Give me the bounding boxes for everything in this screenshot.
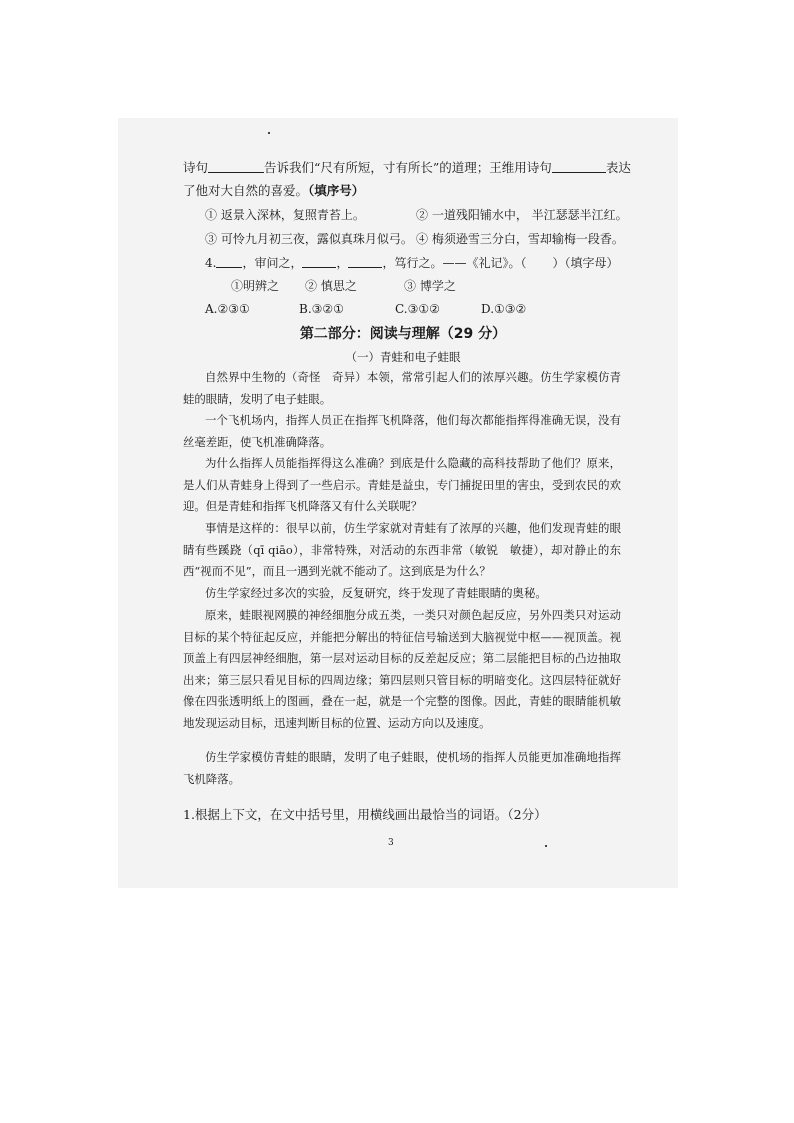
answer-blank[interactable] (208, 160, 264, 173)
passage-paragraph: 为什么指挥人员能指挥得这么准确？到底是什么隐藏的高科技帮助了他们？原来，是人们从青蛙身上得到了一些启示。青蛙是益虫，专门捕捉田里的害虫，受到农民的欢迎。但是青蛙和指挥飞机降落又有什么关联呢？ (183, 456, 621, 513)
poem-option: ④ 梅须逊雪三分白，雪却输梅一段香。 (416, 232, 624, 246)
answer-blank[interactable] (552, 160, 606, 173)
passage-paragraph: 自然界中生物的（奇怪 奇异）本领，常常引起人们的浓厚兴趣。仿生学家模仿青蛙的眼睛，发明了电子蛙眼。 (183, 370, 621, 406)
question-3-line-2: 了他对大自然的喜爱。（填序号） (183, 183, 365, 198)
answer-blank[interactable] (302, 255, 336, 268)
passage-paragraph: 原来，蛙眼视网膜的神经细胞分成五类，一类只对颜色起反应，另外四类只对运动目标的某个特征起反应，并能把分解出的特征信号输送到大脑视觉中枢——视顶盖。视顶盖上有四层神经细胞，第一层对运动目标的反差起反应；第二层能把目标的凸边抽取出来；第三层只看见目标的四周边缘；第四层则只管目标的明暗变化。这四层特征就好像在四张透明纸上的图画，叠在一起，就是一个完整的图像。因此，青蛙的眼睛能机敏地发现运动目标，迅速判断目标的位置、运动方向以及速度。 (183, 608, 621, 730)
question-4-line: 4. ，审问之， ， ，笃行之。——《礼记》。（ ）（填字母） (205, 256, 619, 270)
part-2-heading: 第二部分：阅读与理解（29 分） (299, 326, 507, 342)
q4-choice-a[interactable]: A.②③① (205, 302, 250, 316)
poem-option: ③ 可怜九月初三夜，露似真珠月似弓。 (205, 232, 413, 246)
scan-speck (545, 845, 547, 847)
passage-paragraph: 仿生学家经过多次的实验，反复研究，终于发现了青蛙眼睛的奥秘。 (205, 586, 547, 600)
passage-paragraph: 一个飞机场内，指挥人员正在指挥飞机降落，他们每次都能指挥得准确无误，没有丝毫差距，使飞机准确降落。 (183, 413, 621, 449)
q4-choice-d[interactable]: D.①③② (481, 302, 527, 316)
passage-paragraph: 仿生学家模仿青蛙的眼睛，发明了电子蛙眼，使机场的指挥人员能更加准确地指挥飞机降落。 (183, 750, 621, 786)
reading-question-1: 1.根据上下文，在文中括号里，用横线画出最恰当的词语。（2分） (183, 807, 547, 822)
q4-item: ①明辨之 (231, 279, 280, 293)
poem-option: ① 返景入深林，复照青苔上。 (205, 208, 365, 222)
scan-speck (268, 132, 270, 134)
passage-title: （一）青蛙和电子蛙眼 (345, 350, 461, 364)
answer-blank[interactable] (348, 255, 382, 268)
passage-paragraph: 事情是这样的：很早以前，仿生学家就对青蛙有了浓厚的兴趣，他们发现青蛙的眼睛有些蹊跷（qī qiāo），非常特殊，对活动的东西非常（敏锐 敏捷），却对静止的东西“视而不见”，而且一遇到光就不能动了。这到底是为什么？ (183, 521, 621, 578)
answer-blank[interactable] (216, 255, 242, 268)
page-number: 3 (388, 838, 394, 848)
q4-choice-b[interactable]: B.③②① (299, 302, 344, 316)
q4-item: ② 慎思之 (305, 279, 357, 293)
q4-item: ③ 博学之 (404, 279, 456, 293)
poem-option: ② 一道残阳铺水中， 半江瑟瑟半江红。 (416, 208, 628, 222)
question-3-line-1: 诗句 告诉我们“尺有所短，寸有所长”的道理；王维用诗句 表达 (183, 160, 631, 175)
q4-choice-c[interactable]: C.③①② (395, 302, 440, 316)
